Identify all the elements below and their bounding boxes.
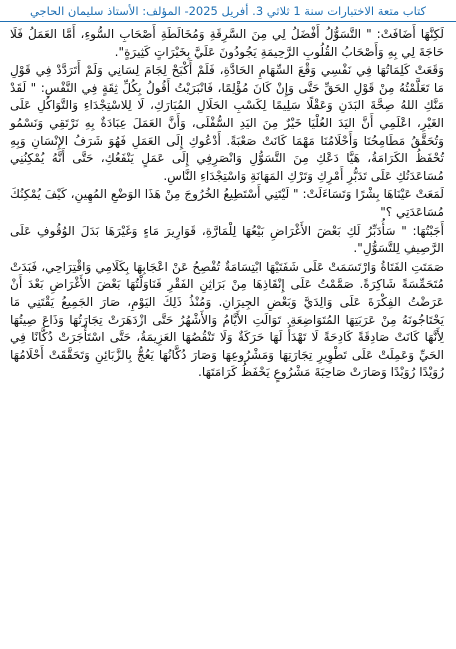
paragraph-4: أَجَبْتُهَا: " سَأُدَبِّرُ لَكِ بَعْضَ الأَغْرَاضِ بَيْعُهَا لِلْمَارَّةِ، قَوَارِيرَ مَاءٍ وَغَيْرَهَا بَدَلَ الوُقُوفِ عَلَى الرَّصِيفِ لِلتَّسَوُّلِ". — [10, 223, 444, 256]
paragraph-2: وَقَعَتْ كَلِمَاتُهَا فِي نَفْسِي وَقْعَ السِّهَامِ الحَادَّةِ، فَلَمْ أَكْبَحْ لِجَامَ لِسَانِي وَلَمْ أَتَرَدَّدْ فِي قَوْلِ مَا تَعَلَّمْتُهُ مِنْ قَوْلِ الحَقِّ حَتَّى وَإِنْ كَانَ مُؤْلِمًا، فَانْبَرَيْتُ أَقُولُ بِكُلِّ ثِقَةٍ فِي النَّفْسِ: " لَقَدْ مَنَّكِ اللهُ صِحَّةَ البَدَنِ وَعَقْلًا سَلِيمًا لِكَسْبِ الحَلَالِ المُبَارَكِ، لَا لِلاسْتِجْدَاءِ وَالتَّوَاكُلِ عَلَى الغَيْرِ، اعْلَمِي أَنَّ اليَدَ العُلْيَا خَيْرٌ مِنَ اليَدِ السُّفْلَى، وَأَنَّ العَمَلَ عِبَادَةٌ بِهِ نَرْتَقِي وَنَسْمُو وَتُحَقَّقُ مَطَامِحُنَا وَأَحْلَامُنَا مَهْمَا كَانَتْ صَعْبَةً. أَدْعُوكِ إِلَى العَمَلِ فَهُوَ شَرَفُ الإِنْسَانِ وَبِهِ تُحْفَظُ الكَرَامَةُ، هَيَّا دَعْكِ مِنَ التَّسَوُّلِ وَانْصَرِفِي إِلَى عَمَلٍ يَنْفَعُكِ، حَتَّى أَنَّهُ يُمْكِنُنِي مُسَاعَدَتُكِ عَلَى تَدَبُّرِ أَمْرِكِ وَتَرْكِ المَهَانَةِ وَاسْتِجْدَاءِ النَّاسِ. — [10, 63, 444, 183]
page-header — [4, 0, 452, 22]
paragraph-3: لَمَعَتْ عَيْنَاهَا بِشْرًا وَتَسَاءَلَتْ: " لَيْتَنِي أَسْتَطِيعُ الخُرُوجَ مِنْ هَذَا الوَضْعِ المُهِينِ، كَيْفَ يُمْكِنُكَ مُسَاعَدَتِي ؟" — [10, 187, 444, 219]
header-divider — [0, 21, 456, 22]
paragraph-5: صَمَتَتِ الفَتَاةُ وَارْتَسَمَتْ عَلَى شَفَتَيْهَا ابْتِسَامَةٌ تُفْصِحُ عَنْ اعْجَابِهَا بِكَلَامِي وَاقْتِرَاحِي، فَبَدَتْ مُتَحَمِّسَةً شَاكِرَةً. صَمَّمْتُ عَلَى إِنْقَاذِهَا مِنْ بَرَاثِنِ الفَقْرِ فَنَاوَلْتُهَا بَعْضَ الأَغْرَاضِ بَعْدَ أَنْ عَرَضْتُ الفِكْرَةَ عَلَى وَالِدَيَّ وَبَعْضِ الجِيرَانِ. وَمُنْذُ ذَلِكَ اليَوْمِ، صَارَ الجَمِيعُ يَقْتَنِي مَا يَحْتَاجُونَهُ مِنْ عَرَبَتِهَا المُتَوَاضِعَةِ. تَوَالَتِ الأَيَّامُ وَالأَشْهُرُ حَتَّى ازْدَهَرَتْ تِجَارَتُهَا وَذَاعَ صِيتُهَا لِأَنَّهَا كَانَتْ صَادِقَةً كَادِحَةً لَا تَهْدَأُ لَهَا حَرَكَةٌ وَلَا تَنْقُصُهَا العَزِيمَةُ، حَتَّى اسْتَأْجَرَتْ دُكَّانًا فِي الحَيِّ وَعَمِلَتْ عَلَى تَطْوِيرِ تِجَارَتِهَا وَمَشْرُوعِهَا وَصَارَ دُكَّانُهَا يَعُجُّ بِالزَّبَائِنِ وَتَحَقَّقَتْ أَحْلَامُهَا رُوَيْدًا رُوَيْدًا وَصَارَتْ صَاحِبَةَ مَشْرُوعٍ يَحْفَظُ كَرَامَتَهَا. — [10, 259, 444, 380]
header-title: كتاب متعة الاختبارات سنة 1 ثلاثي 3. أفريل 2025- المؤلف: الأستاذ سليمان الحاجي — [29, 4, 427, 18]
story-text — [10, 26, 444, 383]
paragraph-1: لَكِنَّهَا أَضَافَتْ: " التَّسَوُّلُ أَفْضَلُ لِي مِنَ السَّرِقَةِ وَمُخَالَطَةِ أَصْحَابِ السُّوءِ، أَمَّا العَمَلُ فَلَا حَاجَةَ لِي بِهِ وَأَصْحَابُ القُلُوبِ الرَّحِيمَةِ يَجُودُونَ عَلَيَّ بِخَيْرَاتٍ كَثِيرَةٍ". — [10, 27, 444, 59]
